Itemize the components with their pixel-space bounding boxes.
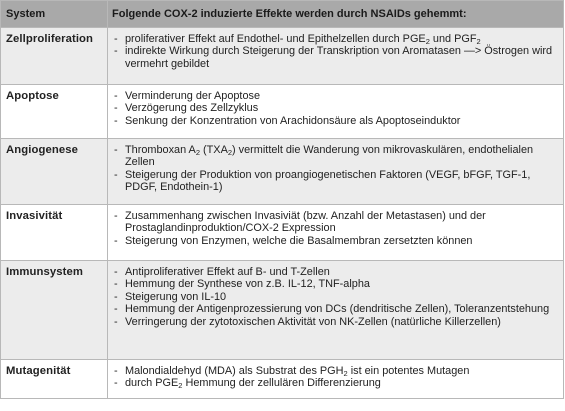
table-row (1, 360, 564, 399)
effect-text: Senkung der Konzentration von Arachidonsäure als Apoptoseinduktor (125, 114, 461, 127)
effect-text: ist ein potentes Mutagen (347, 365, 470, 377)
subscript: 2 (425, 37, 430, 46)
effect-item (113, 235, 557, 247)
effect-item (113, 33, 557, 45)
effects-list (113, 144, 557, 194)
row-category: Angiogenese (1, 139, 108, 205)
effect-text: indirekte Wirkung durch Steigerung der Transkription von Aromatasen —> Östrogen wird vermehrt gebildet (125, 45, 553, 70)
subscript: 2 (195, 148, 200, 157)
effect-text: durch PGE (125, 377, 179, 390)
effect-item (113, 210, 557, 235)
effect-text: Antiproliferativer Effekt auf B- und T-Zellen (125, 266, 330, 278)
effect-item (113, 291, 557, 303)
effect-text: Verringerung der zytotoxischen Aktivität von NK-Zellen (natürliche Killerzellen) (125, 315, 501, 328)
effect-item (113, 102, 557, 114)
effect-text: und PGF (429, 33, 477, 45)
effect-text: Verzögerung des Zellzyklus (125, 102, 259, 115)
row-effects (108, 261, 564, 360)
effect-text: Malondialdehyd (MDA) als Substrat des PGH (125, 365, 344, 377)
effects-list (113, 210, 557, 247)
effect-text: Hemmung der zellulären Differenzierung (182, 377, 381, 390)
effect-text: Steigerung von IL-10 (125, 290, 227, 303)
effect-text: Zusammenhang zwischen Invasiviät (bzw. Anzahl der Metastasen) und der Prostaglandinproduktion/COX-2 Expression (125, 210, 486, 235)
effect-text: Hemmung der Antigenprozessierung von DCs (dendritische Zellen), Toleranzentstehung (125, 303, 550, 316)
row-effects (108, 85, 564, 139)
row-effects (108, 360, 564, 399)
row-effects (108, 139, 564, 205)
row-effects (108, 205, 564, 261)
effect-text: Steigerung der Produktion von proangiogenetischen Faktoren (VEGF, bFGF, TGF-1, PDGF, Endothein-1) (125, 168, 531, 194)
table-row (1, 85, 564, 139)
effect-item (113, 169, 557, 194)
effect-item (113, 45, 557, 70)
row-category: Invasivität (1, 205, 108, 261)
table-row (1, 205, 564, 261)
row-category: Mutagenität (1, 360, 108, 399)
subscript: 2 (227, 148, 233, 157)
effect-text: proliferativer Effekt auf Endothel- und Epithelzellen durch PGE (125, 33, 426, 45)
effects-list (113, 90, 557, 127)
effect-item (113, 266, 557, 278)
effect-text: Thromboxan A (125, 144, 196, 156)
row-category: Immunsystem (1, 261, 108, 360)
subscript: 2 (343, 369, 348, 378)
effect-item (113, 316, 557, 328)
effect-text: Steigerung von Enzymen, welche die Basalmembran zersetzten können (125, 234, 473, 247)
effects-list (113, 365, 557, 390)
effect-text: (TXA (200, 144, 228, 156)
table-row (1, 261, 564, 360)
effect-item (113, 90, 557, 102)
effect-item (113, 365, 557, 377)
effects-list (113, 33, 557, 70)
effect-text: Verminderung der Apoptose (125, 90, 261, 102)
effect-item (113, 303, 557, 315)
effect-text: ) vermittelt die Wanderung von mikrovaskulären, endothelialen Zellen (125, 144, 534, 169)
header-row (1, 1, 564, 28)
effect-item (113, 144, 557, 169)
row-category: Apoptose (1, 85, 108, 139)
effect-text: Hemmung der Synthese von z.B. IL-12, TNF-alpha (125, 278, 370, 291)
header-system: System (1, 1, 108, 28)
table-row (1, 139, 564, 205)
effects-list (113, 266, 557, 328)
subscript: 2 (476, 37, 481, 46)
table-row (1, 28, 564, 85)
effect-item (113, 278, 557, 290)
effect-item (113, 115, 557, 127)
row-category: Zellproliferation (1, 28, 108, 85)
header-effects: Folgende COX-2 induzierte Effekte werden durch NSAIDs gehemmt: (108, 1, 564, 28)
effect-item (113, 377, 557, 389)
row-effects (108, 28, 564, 85)
subscript: 2 (178, 381, 183, 391)
